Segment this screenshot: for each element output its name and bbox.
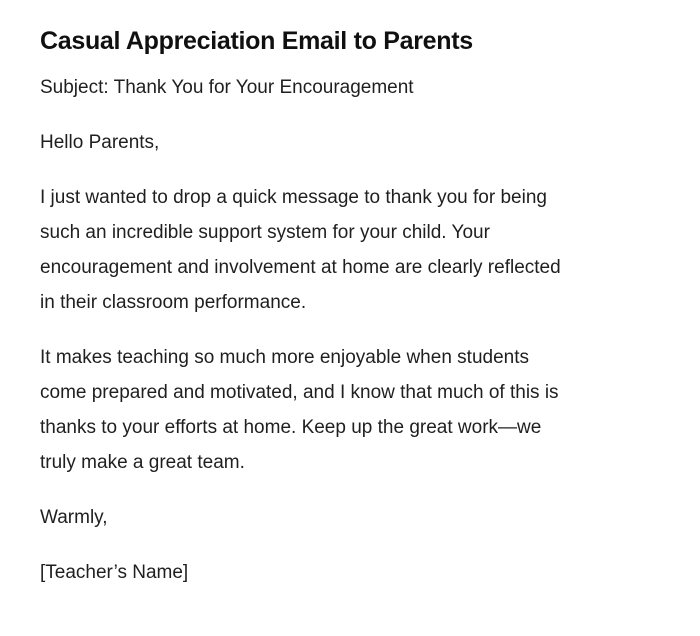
subject-line: Subject: Thank You for Your Encouragement bbox=[40, 77, 414, 98]
greeting-line: Hello Parents, bbox=[40, 132, 160, 153]
paragraph-line: I just wanted to drop a quick message to thank you for being bbox=[40, 187, 547, 208]
paragraph-line: It makes teaching so much more enjoyable when students bbox=[40, 347, 529, 368]
paragraph-line: truly make a great team. bbox=[40, 452, 245, 473]
body-paragraph-1 bbox=[40, 180, 644, 320]
body-paragraph-2 bbox=[40, 340, 644, 480]
paragraph-line: come prepared and motivated, and I know that much of this is bbox=[40, 382, 559, 403]
signature-placeholder: [Teacher’s Name] bbox=[40, 562, 189, 583]
page-title: Casual Appreciation Email to Parents bbox=[40, 27, 473, 55]
paragraph-line: thanks to your efforts at home. Keep up the great work—we bbox=[40, 417, 542, 438]
paragraph-line: encouragement and involvement at home are clearly reflected bbox=[40, 257, 561, 278]
closing-line: Warmly, bbox=[40, 507, 108, 528]
paragraph-line: such an incredible support system for your child. Your bbox=[40, 222, 490, 243]
paragraph-line: in their classroom performance. bbox=[40, 292, 307, 313]
